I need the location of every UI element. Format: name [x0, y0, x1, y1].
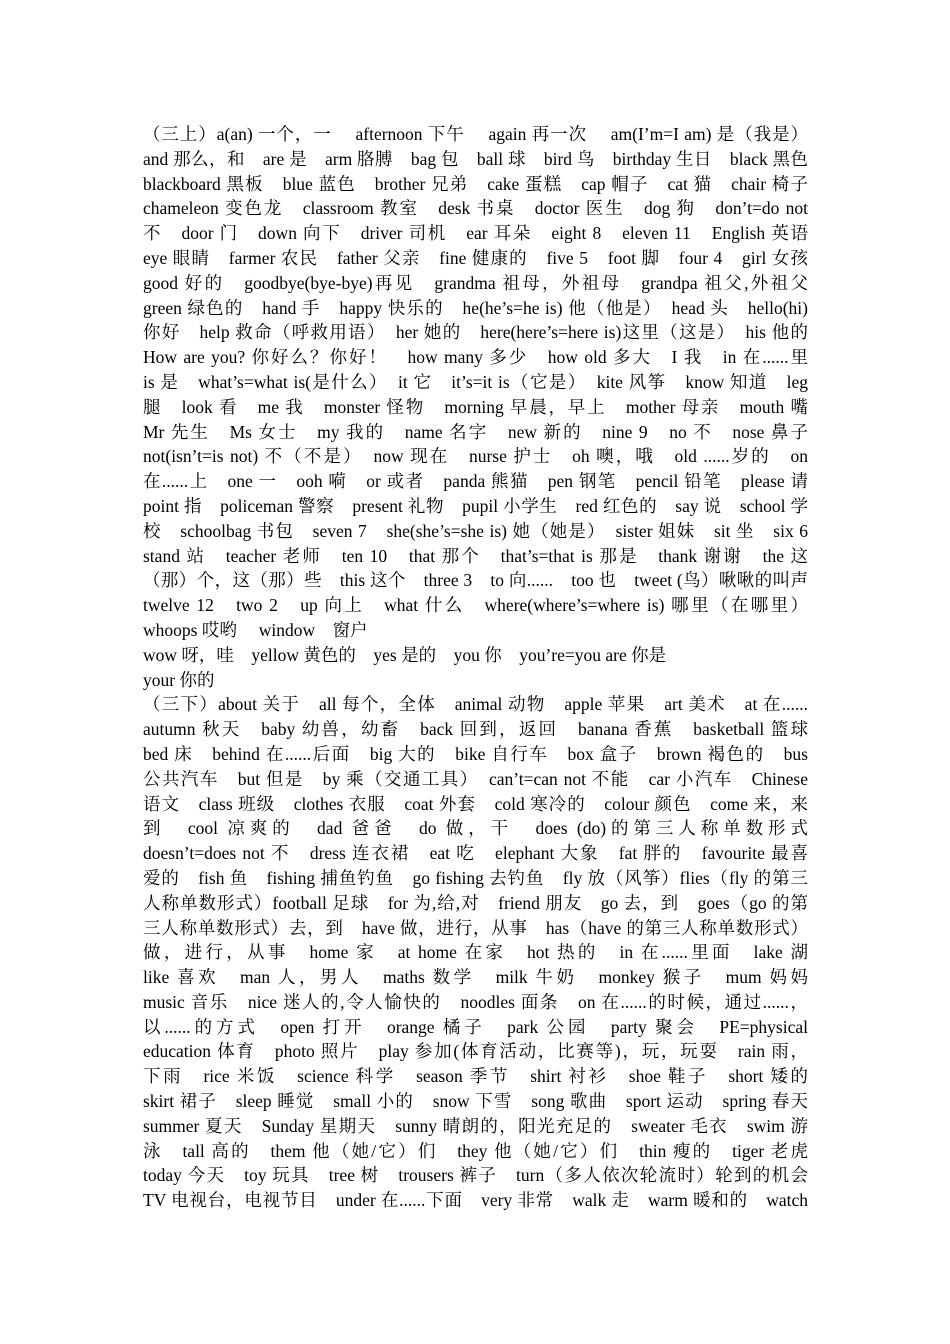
text-line: bed 床 behind 在......后面 big 大的 bike 自行车 box 盒子 brown 褐色的 bus — [143, 743, 808, 764]
text-line: How are you? 你好么？你好！ how many 多少 how old 多大 I 我 in 在......里 — [143, 347, 808, 368]
text-line: stand 站 teacher 老师 ten 10 that 那个 that’s=that is 那是 thank 谢谢 the 这 — [143, 545, 808, 566]
text-line: wow 呀，哇 yellow 黄色的 yes 是的 you 你 you’re=you are 你是 — [143, 644, 667, 665]
text-line: your 你的 — [143, 669, 215, 690]
text-line: eye 眼睛 farmer 农民 father 父亲 fine 健康的 five 5 foot 脚 four 4 girl 女孩 — [143, 247, 808, 268]
text-line: blackboard 黑板 blue 蓝色 brother 兄弟 cake 蛋糕 cap 帽子 cat 猫 chair 椅子 — [143, 173, 808, 194]
text-line: skirt 裙子 sleep 睡觉 small 小的 snow 下雪 song 歌曲 sport 运动 spring 春天 — [143, 1091, 808, 1112]
text-line: not(isn’t=is not) 不（不是） now 现在 nurse 护士 oh 噢，哦 old ......岁的 on — [143, 446, 808, 467]
text-line: doesn’t=does not 不 dress 连衣裙 eat 吃 elephant 大象 fat 胖的 favourite 最喜 — [143, 843, 808, 864]
text-line: 腿 look 看 me 我 monster 怪物 morning 早晨，早上 mother 母亲 mouth 嘴 — [143, 396, 808, 417]
text-line: education 体育 photo 照片 play 参加(体育活动，比赛等)，玩，玩耍 rain 雨， — [143, 1041, 808, 1062]
text-line: TV 电视台，电视节目 under 在......下面 very 非常 walk 走 warm 暖和的 watch — [143, 1190, 808, 1211]
text-line: 人称单数形式）football 足球 for 为,给,对 friend 朋友 go 去，到 goes（go 的第 — [143, 892, 808, 913]
text-line: chameleon 变色龙 classroom 教室 desk 书桌 doctor 医生 dog 狗 don’t=do not — [143, 198, 808, 219]
text-line: and 那么，和 are 是 arm 胳膊 bag 包 ball 球 bird 鸟 birthday 生日 black 黑色 — [143, 148, 808, 169]
text-line: 语文 class 班级 clothes 衣服 coat 外套 cold 寒冷的 colour 颜色 come 来，来 — [143, 793, 808, 814]
text-line: （三上）a(an) 一个，一 afternoon 下午 again 再一次 am(I’m=I am) 是（我是） — [143, 124, 808, 144]
text-line: 公共汽车 but 但是 by 乘（交通工具） can’t=can not 不能 car 小汽车 Chinese — [143, 768, 808, 789]
text-line: 三人称单数形式）去，到 have 做，进行，从事 has（have 的第三人称单数形式） — [143, 917, 808, 938]
text-line: point 指 policeman 警察 present 礼物 pupil 小学生 red 红色的 say 说 school 学 — [143, 495, 808, 516]
text-line: 以......的方式 open 打开 orange 橘子 park 公园 party 聚会 PE=physical — [143, 1016, 808, 1037]
text-line: 在......上 one 一 ooh 嗬 or 或者 panda 熊猫 pen 钢笔 pencil 铅笔 please 请 — [143, 471, 808, 492]
text-line: Mr 先生 Ms 女士 my 我的 name 名字 new 新的 nine 9 no 不 nose 鼻子 — [143, 421, 808, 442]
text-line: good 好的 goodbye(bye-bye)再见 grandma 祖母，外祖母 grandpa 祖父,外祖父 — [143, 272, 808, 293]
text-line: whoops 哎哟 window 窗户 — [143, 619, 368, 640]
text-line: 做，进行，从事 home 家 at home 在家 hot 热的 in 在......里面 lake 湖 — [143, 942, 808, 963]
text-line: green 绿色的 hand 手 happy 快乐的 he(he’s=he is) 他（他是） head 头 hello(hi) — [143, 297, 808, 318]
text-line: today 今天 toy 玩具 tree 树 trousers 裤子 turn（多人依次轮流时）轮到的机会 — [143, 1165, 808, 1186]
text-line: autumn 秋天 baby 幼兽，幼畜 back 回到，返回 banana 香蕉 basketball 篮球 — [143, 719, 808, 740]
text-line: 爱的 fish 鱼 fishing 捕鱼钓鱼 go fishing 去钓鱼 fly 放（风筝）flies（fly 的第三 — [143, 867, 808, 888]
text-line: 不 door 门 down 向下 driver 司机 ear 耳朵 eight 8 eleven 11 English 英语 — [143, 223, 808, 244]
text-line: like 喜欢 man 人，男人 maths 数学 milk 牛奶 monkey 猴子 mum 妈妈 — [143, 967, 808, 988]
text-line: twelve 12 two 2 up 向上 what 什么 where(where’s=where is) 哪里（在哪里） — [143, 595, 808, 616]
vocabulary-page — [143, 122, 808, 1213]
text-line: （三下）about 关于 all 每个，全体 animal 动物 apple 苹果 art 美术 at 在...... — [143, 694, 808, 715]
text-line: 泳 tall 高的 them 他（她/它）们 they 他（她/它）们 thin 瘦的 tiger 老虎 — [143, 1140, 808, 1161]
text-line: 你好 help 救命（呼救用语） her 她的 here(here’s=here is)这里（这是） his 他的 — [143, 322, 808, 343]
text-line: is 是 what’s=what is(是什么） it 它 it’s=it is（它是） kite 风筝 know 知道 leg — [143, 371, 808, 392]
text-line: 校 schoolbag 书包 seven 7 she(she’s=she is) 她（她是） sister 姐妹 sit 坐 six 6 — [143, 520, 808, 541]
text-line: 到 cool 凉爽的 dad 爸爸 do 做，干 does (do)的第三人称单数形式 — [143, 818, 808, 839]
text-line: （那）个，这（那）些 this 这个 three 3 to 向...... too 也 tweet (鸟）啾啾的叫声 — [143, 570, 808, 591]
text-line: summer 夏天 Sunday 星期天 sunny 晴朗的，阳光充足的 sweater 毛衣 swim 游 — [143, 1115, 808, 1136]
text-line: music 音乐 nice 迷人的,令人愉快的 noodles 面条 on 在......的时候，通过......， — [143, 991, 808, 1012]
text-line: 下雨 rice 米饭 science 科学 season 季节 shirt 衬衫 shoe 鞋子 short 矮的 — [143, 1066, 808, 1087]
